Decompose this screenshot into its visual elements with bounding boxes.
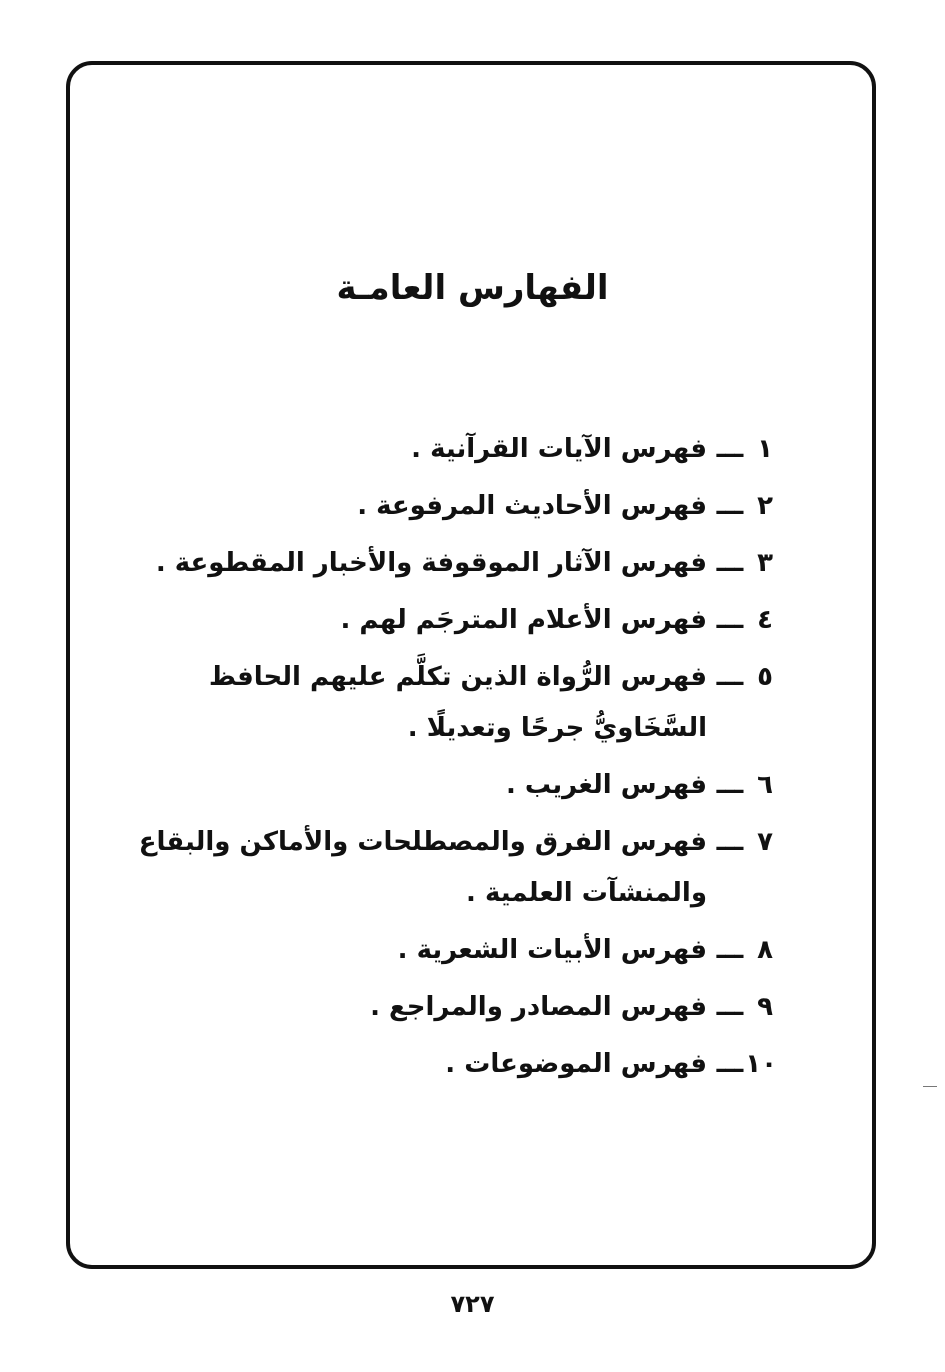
list-item (117, 817, 777, 919)
item-dash: ـــ (716, 605, 744, 635)
item-title: فهرس المصادر والمراجع . (370, 992, 707, 1022)
item-dash: ـــ (716, 770, 744, 800)
list-item (117, 595, 777, 646)
item-title: فهرس الفرق والمصطلحات والأماكن والبقاع والمنشآت العلمية . (138, 827, 707, 908)
item-dash: ـــ (716, 992, 744, 1022)
item-dash: ـــ (716, 548, 744, 578)
list-item (117, 982, 777, 1033)
item-dash: ـــ (716, 491, 744, 521)
item-number: ٦ (757, 770, 773, 800)
margin-mark (923, 1086, 937, 1087)
item-number: ٣ (757, 548, 773, 578)
item-title: فهرس الموضوعات . (445, 1049, 707, 1079)
item-title: فهرس الآيات القرآنية . (411, 434, 707, 464)
page-number: ٧٢٧ (450, 1290, 495, 1318)
list-item (117, 538, 777, 589)
item-number: ١٠ (745, 1049, 777, 1079)
item-number: ٨ (757, 935, 773, 965)
list-item (117, 1039, 777, 1090)
item-dash: ـــ (716, 827, 744, 857)
item-dash: ـــ (716, 1049, 744, 1079)
item-dash: ـــ (716, 662, 744, 692)
item-title: فهرس الرُّواة الذين تكلَّم عليهم الحافظ السَّخَاويُّ جرحًا وتعديلًا . (208, 662, 707, 743)
item-title: فهرس الغريب . (505, 770, 707, 800)
item-number: ٤ (757, 605, 773, 635)
item-number: ٥ (757, 662, 773, 692)
item-title: فهرس الأعلام المترجَم لهم . (340, 605, 707, 635)
list-item (117, 652, 777, 754)
item-dash: ـــ (716, 434, 744, 464)
index-list (117, 424, 777, 1096)
item-number: ١ (757, 434, 773, 464)
item-dash: ـــ (716, 935, 744, 965)
page-title: الفهارس العامـة (336, 268, 609, 308)
item-title: فهرس الآثار الموقوفة والأخبار المقطوعة . (155, 548, 707, 578)
item-number: ٧ (757, 827, 773, 857)
list-item (117, 925, 777, 976)
item-number: ٢ (757, 491, 773, 521)
list-item (117, 424, 777, 475)
item-title: فهرس الأبيات الشعرية . (397, 935, 707, 965)
list-item (117, 481, 777, 532)
list-item (117, 760, 777, 811)
item-title: فهرس الأحاديث المرفوعة . (357, 491, 707, 521)
item-number: ٩ (757, 992, 773, 1022)
